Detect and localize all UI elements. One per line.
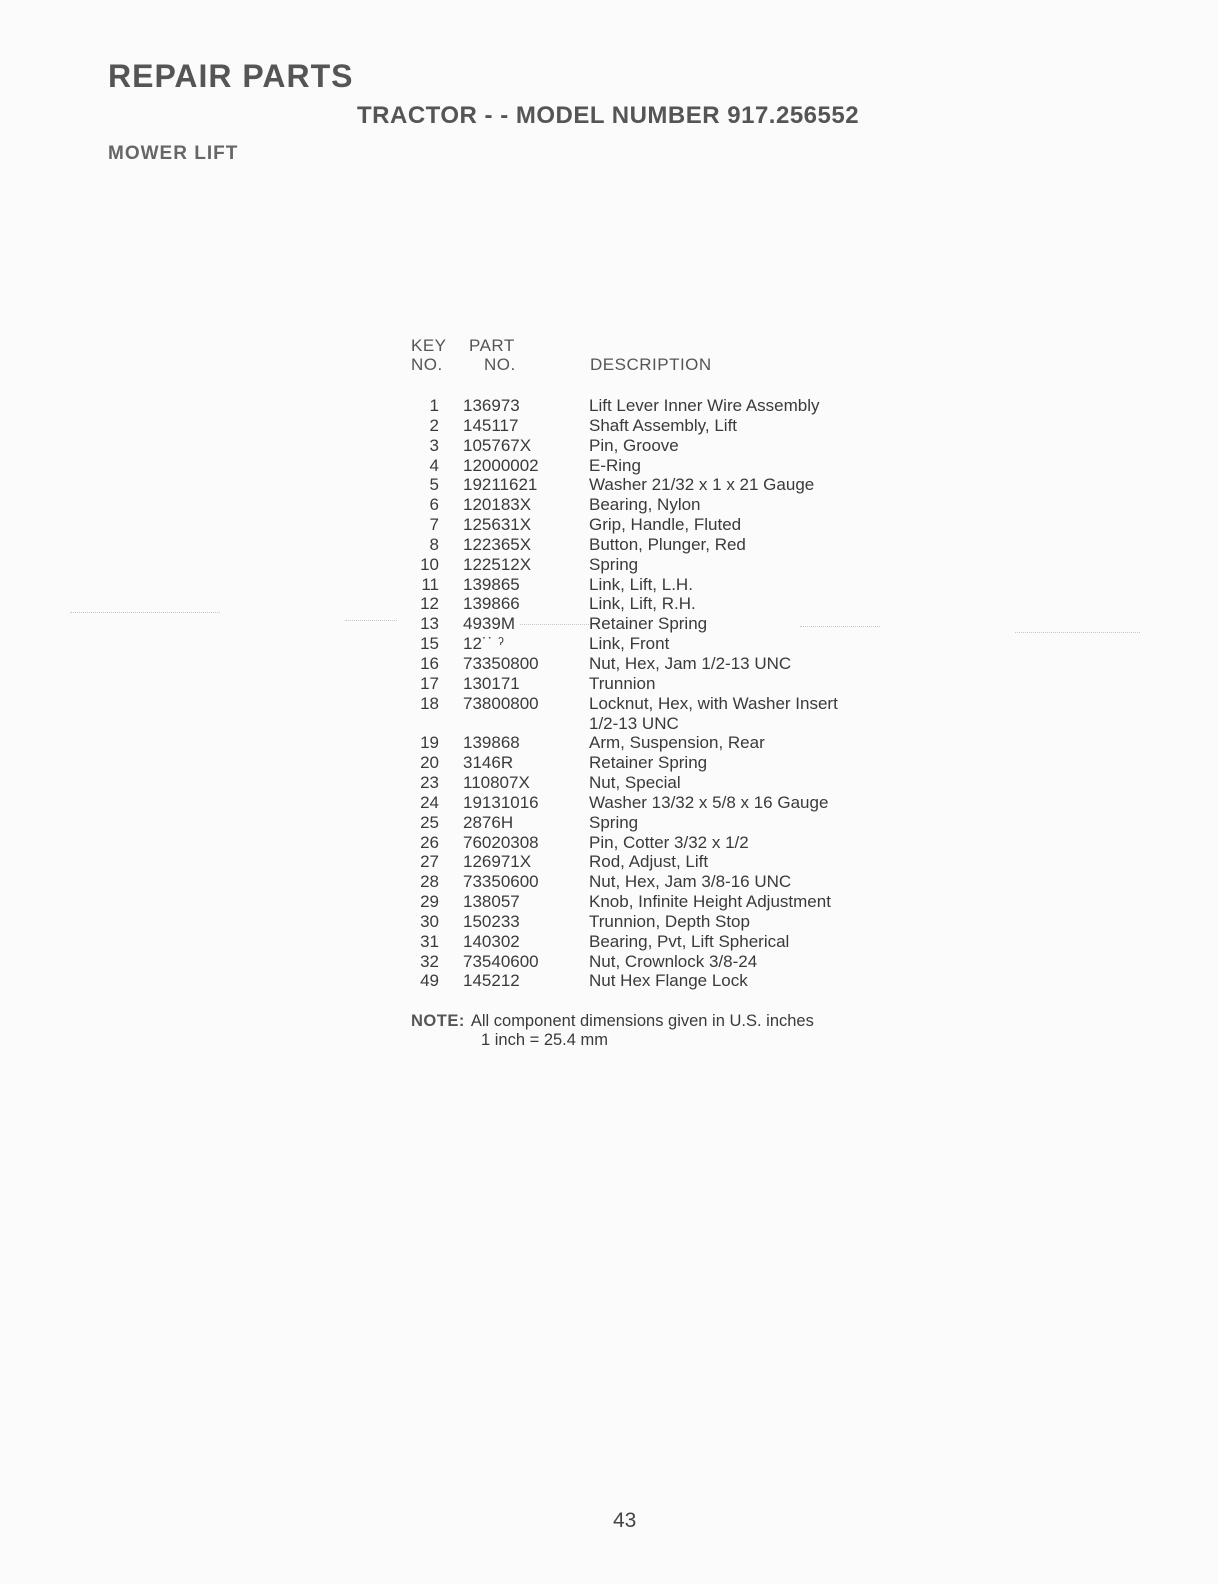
part-no-header — [467, 336, 516, 374]
key-no-cell: 32 — [420, 951, 439, 971]
key-no-cell: 1 — [429, 396, 439, 415]
key-no-cell: 18 — [420, 693, 439, 713]
key-no-cell: 23 — [420, 773, 439, 793]
note-label: NOTE: — [411, 1012, 465, 1030]
part-no-cell: 122512X — [463, 554, 532, 574]
description-cell: Shaft Assembly, Lift — [589, 415, 738, 435]
table-row — [0, 654, 1218, 674]
part-no-cell: 140302 — [463, 931, 520, 951]
description-cell: Bearing, Pvt, Lift Spherical — [589, 931, 790, 951]
part-no-cell: 73540600 — [463, 951, 539, 971]
key-no-cell: 4 — [429, 455, 439, 475]
description-cell: Arm, Suspension, Rear — [589, 733, 765, 753]
part-no-cell: 145212 — [463, 971, 520, 991]
key-no-cell: 3 — [429, 435, 439, 455]
part-no-cell: 122365X — [463, 534, 532, 554]
table-row — [0, 594, 1218, 614]
key-no-cell: 5 — [429, 475, 439, 495]
description-cell: Bearing, Nylon — [589, 495, 701, 515]
part-no-cell: 73350800 — [463, 653, 539, 673]
description-cell: Retainer Spring — [589, 753, 708, 773]
part-no-cell: 4939M — [463, 614, 515, 634]
part-header-line1: PART — [469, 336, 515, 355]
description-cell: E-Ring — [589, 455, 641, 475]
key-no-cell: 24 — [420, 792, 439, 812]
note-line1: All component dimensions given in U.S. inches — [470, 1012, 814, 1030]
part-no-cell: 73350600 — [463, 872, 539, 892]
description-cell: Grip, Handle, Fluted — [589, 515, 742, 535]
key-no-cell: 8 — [429, 534, 439, 554]
part-no-cell: 130171 — [463, 673, 520, 693]
description-cell: Pin, Groove — [589, 435, 679, 455]
table-row — [0, 813, 1218, 833]
description-cell: Spring — [589, 554, 639, 574]
table-row — [0, 634, 1218, 654]
key-no-cell: 26 — [420, 832, 439, 852]
description-cell: Link, Lift, L.H. — [589, 574, 693, 594]
part-no-cell: 19131016 — [463, 792, 539, 812]
part-no-cell: 105767X — [463, 435, 532, 455]
part-no-cell: 136973 — [463, 396, 520, 415]
key-no-cell: 12 — [420, 594, 439, 614]
key-no-header — [411, 336, 447, 374]
part-no-cell: 2876H — [463, 812, 514, 832]
table-row — [0, 932, 1218, 952]
description-cell: Washer 21/32 x 1 x 21 Gauge — [589, 475, 815, 495]
description-cell: Button, Plunger, Red — [589, 534, 746, 554]
part-no-cell: 139868 — [463, 733, 520, 753]
part-no-cell: 12˙˙ ˀ — [463, 634, 504, 654]
key-no-cell: 7 — [429, 515, 439, 535]
part-no-cell: 145117 — [463, 415, 519, 435]
table-row — [0, 892, 1218, 912]
part-header-line2: NO. — [484, 355, 516, 374]
part-no-cell: 19211621 — [463, 475, 538, 495]
page-number: 43 — [613, 1509, 637, 1532]
description-cell: Locknut, Hex, with Washer Insert 1/2-13 UNC — [589, 693, 838, 733]
description-cell: Nut Hex Flange Lock — [589, 971, 748, 991]
part-no-cell: 139865 — [463, 574, 520, 594]
part-no-cell: 138057 — [463, 892, 520, 912]
table-row — [0, 872, 1218, 892]
key-no-cell: 20 — [420, 753, 439, 773]
key-header-line2: NO. — [411, 355, 443, 374]
key-header-line1: KEY — [411, 336, 447, 355]
description-cell: Washer 13/32 x 5/8 x 16 Gauge — [589, 792, 829, 812]
table-row — [0, 614, 1218, 634]
table-row — [0, 971, 1218, 991]
description-cell: Lift Lever Inner Wire Assembly — [589, 396, 820, 415]
table-row — [0, 674, 1218, 694]
description-cell: Nut, Hex, Jam 3/8-16 UNC — [589, 872, 792, 892]
table-row — [0, 535, 1218, 555]
part-no-cell: 3146R — [463, 753, 514, 773]
description-cell: Pin, Cotter 3/32 x 1/2 — [589, 832, 749, 852]
key-no-cell: 19 — [420, 733, 439, 753]
part-no-cell: 73800800 — [463, 693, 539, 713]
key-no-cell: 31 — [420, 931, 439, 951]
parts-list — [0, 396, 1218, 991]
description-cell: Rod, Adjust, Lift — [589, 852, 709, 872]
model-number-subtitle: TRACTOR - - MODEL NUMBER 917.256552 — [357, 102, 860, 129]
table-row — [0, 475, 1218, 495]
description-cell: Link, Lift, R.H. — [589, 594, 696, 614]
table-row — [0, 396, 1218, 416]
part-no-cell: 139866 — [463, 594, 520, 614]
table-row — [0, 912, 1218, 932]
table-row — [0, 436, 1218, 456]
key-no-cell: 28 — [420, 872, 439, 892]
key-no-cell: 11 — [421, 574, 439, 594]
key-no-cell: 30 — [420, 911, 439, 931]
part-no-cell: 76020308 — [463, 832, 539, 852]
part-no-cell: 12000002 — [463, 455, 539, 475]
description-cell: Knob, Infinite Height Adjustment — [589, 892, 831, 912]
key-no-cell: 13 — [420, 614, 439, 634]
table-row — [0, 416, 1218, 436]
table-row — [0, 515, 1218, 535]
description-cell: Trunnion, Depth Stop — [589, 911, 750, 931]
key-no-cell: 16 — [420, 653, 439, 673]
key-no-cell: 29 — [420, 892, 439, 912]
table-row — [0, 753, 1218, 773]
key-no-cell: 25 — [420, 812, 439, 832]
table-row — [0, 495, 1218, 515]
key-no-cell: 15 — [420, 634, 439, 654]
part-no-cell: 150233 — [463, 911, 520, 931]
table-row — [0, 456, 1218, 476]
description-cell: Nut, Hex, Jam 1/2-13 UNC — [589, 653, 792, 673]
key-no-cell: 27 — [420, 852, 439, 872]
key-no-cell: 17 — [420, 673, 439, 693]
table-row — [0, 773, 1218, 793]
part-no-cell: 120183X — [463, 495, 532, 515]
table-row — [0, 694, 1218, 734]
description-cell: Nut, Special — [589, 773, 681, 793]
table-row — [0, 555, 1218, 575]
description-cell: Nut, Crownlock 3/8-24 — [589, 951, 758, 971]
key-no-cell: 10 — [420, 554, 439, 574]
description-cell: Link, Front — [589, 634, 670, 654]
note-line2: 1 inch = 25.4 mm — [481, 1031, 609, 1049]
table-row — [0, 733, 1218, 753]
table-row — [0, 952, 1218, 972]
page-title: REPAIR PARTS — [108, 58, 354, 94]
description-cell: Spring — [589, 812, 639, 832]
description-cell: Retainer Spring — [589, 614, 708, 634]
key-no-cell: 6 — [429, 495, 439, 515]
note-line1-row — [411, 1012, 814, 1031]
table-row — [0, 852, 1218, 872]
table-row — [0, 833, 1218, 853]
key-no-cell: 2 — [429, 415, 439, 435]
description-header: DESCRIPTION — [590, 355, 712, 374]
key-no-cell: 49 — [420, 971, 439, 991]
table-row — [0, 793, 1218, 813]
description-cell: Trunnion — [589, 673, 656, 693]
part-no-cell: 126971X — [463, 852, 532, 872]
section-heading: MOWER LIFT — [108, 143, 239, 164]
part-no-cell: 125631X — [463, 515, 532, 535]
table-row — [0, 575, 1218, 595]
part-no-cell: 110807X — [463, 773, 530, 793]
